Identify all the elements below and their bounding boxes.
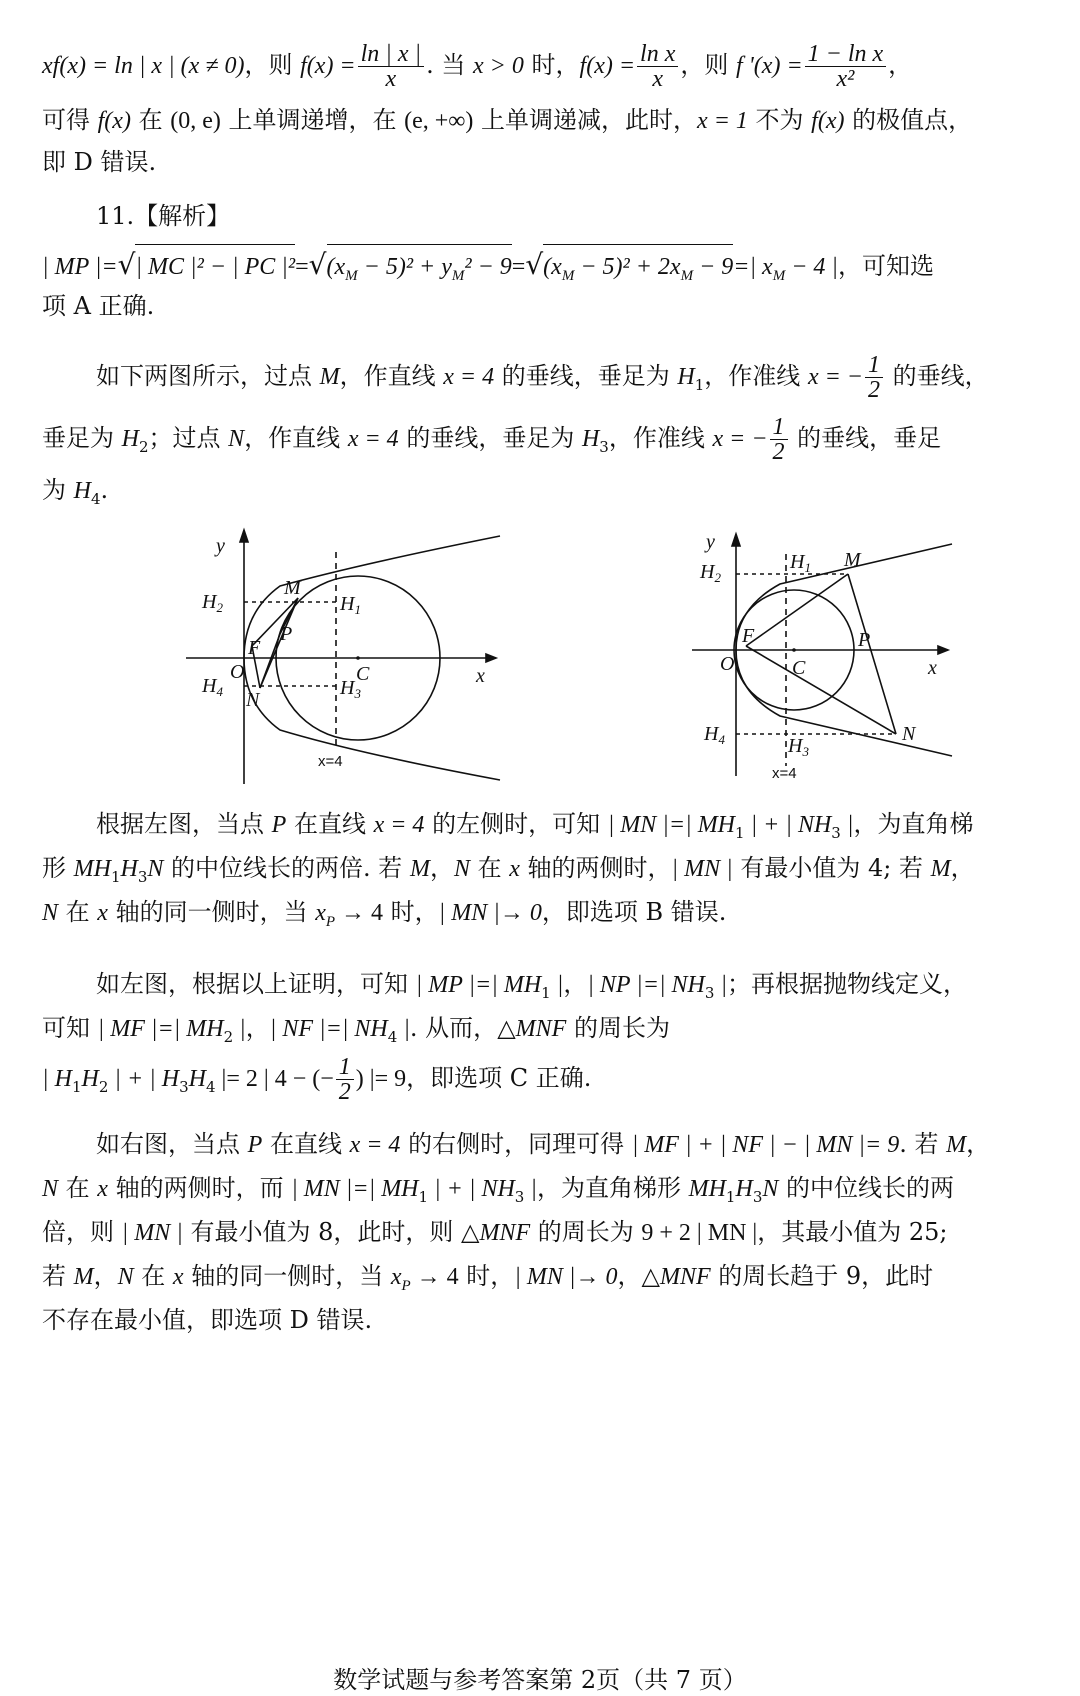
h-letter: H [700,561,715,583]
math: 9 + 2 | MN | [641,1220,758,1246]
text: ， [617,1262,642,1290]
math: x = 4 [443,364,495,390]
text: 倍，则 [42,1218,122,1246]
subscript: M [680,267,694,284]
math: | [840,812,854,838]
numerator: 1 − ln x [805,42,887,67]
math: P [271,812,287,838]
subscript: 2 [98,1077,109,1096]
math: | MF |=| MH [97,1016,224,1042]
math: x > 0 [473,53,524,79]
denominator: x² [836,66,855,92]
text: 时， [383,898,439,926]
x-axis-arrow [938,646,948,654]
text-line-6: 项 A 正确. [42,292,155,320]
text: ，作准线 [704,362,808,390]
subscript: 3 [704,983,715,1002]
label-n: N [246,689,260,711]
h-sub: 3 [802,744,809,759]
subscript: M [345,267,358,284]
para2-line2 [42,1012,1050,1053]
para2-line1 [96,968,1050,1009]
math: x [390,1264,402,1290]
math: x = − [712,426,768,452]
para3-line2 [42,1172,1050,1213]
point-c [356,656,360,660]
math: | [397,1016,410,1042]
subscript: 1 [541,983,551,1002]
h-sub: 1 [354,602,361,617]
math: H [81,1066,99,1092]
x-axis-arrow [486,654,496,662]
math: | MN |=| MH [291,1176,419,1202]
text: 的垂线，垂足 [789,424,942,452]
text: 如下两图所示，过点 [96,362,320,390]
math: | MN |→ 0 [438,900,542,926]
para1-line2 [42,852,1050,893]
math: f(x) = [300,53,356,79]
sqrt-sign: √ [525,248,544,281]
math: N [762,1176,779,1202]
subscript: M [451,267,465,284]
math: P [247,1132,263,1158]
para2-line3 [42,1054,1050,1111]
text: 形 [42,854,74,882]
para3-line4 [42,1260,1050,1302]
math: → 4 [410,1264,459,1290]
label-o: O [720,653,735,675]
figure-right [690,530,960,784]
text: 在直线 [286,810,374,838]
question-heading: 11.【解析】 [96,202,231,230]
math: | NF |=| NH [269,1016,388,1042]
label-h1 [789,551,811,575]
text: 为 [42,476,74,504]
math: N [42,1176,59,1202]
radicand [543,244,733,296]
math: N [42,900,59,926]
text-line-mp [42,244,1050,296]
text: ；过点 [148,424,229,452]
math: M [930,856,951,882]
math: H [677,364,695,390]
label-y: y [216,535,225,557]
math: H [73,478,91,504]
text: ，则 [244,51,301,79]
text: 在 [130,106,171,134]
text: 时， [523,51,580,79]
math: H [188,1066,206,1092]
subscript: 1 [725,1187,736,1206]
label-h4 [703,723,725,747]
math: | MN |=| MH [607,812,736,838]
denominator: 2 [338,1079,351,1105]
math: | [714,972,728,998]
label-x: x [476,665,485,687]
h-letter: H [340,677,355,699]
text-line-9 [42,474,1050,515]
para1-line1 [96,808,1050,849]
fraction [336,1055,354,1104]
text: 垂足为 [42,424,122,452]
fraction [865,353,883,402]
h-sub: 1 [804,560,811,575]
math: | MN |→ 0 [514,1264,618,1290]
label-h3 [787,735,809,759]
text: . 从而， [409,1014,498,1042]
para3-line1 [96,1128,1050,1161]
math: N [117,1264,134,1290]
math: ) |= 9 [355,1066,407,1092]
math: MH [73,856,111,882]
math: △MNF [461,1220,531,1246]
subscript: 4 [387,1027,398,1046]
math: M [946,1132,967,1158]
text: ；再根据抛物线定义， [727,970,968,998]
fraction [770,415,788,464]
math: | MN | [671,856,733,882]
math: | NP |=| NH [587,972,705,998]
y-axis-arrow [240,530,248,542]
label-h1 [339,593,361,617]
text-line-2 [42,104,1050,137]
text: ，作直线 [339,362,444,390]
math: | + | NH [744,812,832,838]
text: ， [966,1130,991,1158]
text: ，为直角梯 [853,810,974,838]
math: | [233,1016,246,1042]
text: ，为直角梯形 [536,1174,689,1202]
label-h4 [201,675,223,699]
math: x [509,856,520,882]
subscript: 1 [71,1077,82,1096]
text: 的周长趋于 9，此时 [710,1262,934,1290]
math: → 4 [335,900,384,926]
text: ， [563,970,588,998]
math: N [453,856,470,882]
text: 的左侧时，可知 [424,810,608,838]
math: (x [543,254,562,280]
h-letter: H [202,675,217,697]
subscript: 4 [90,489,101,508]
text: 的极值点， [844,106,973,134]
seg-fm [746,574,848,646]
text: 可得 [42,106,98,134]
label-m: M [844,549,861,571]
subscript: 3 [752,1187,763,1206]
math: N [228,426,245,452]
subscript: 4 [206,1077,216,1096]
text: ， [950,854,975,882]
math: M [73,1264,94,1290]
math: f(x) [97,108,131,134]
text: ，则 [680,51,736,79]
label-f: F [742,625,755,647]
h-sub: 4 [216,684,223,699]
numerator: ln | x | [358,42,425,67]
h-letter: H [704,723,719,745]
text: 如左图，根据以上证明，可知 [96,970,416,998]
text: ，即选项 B 错误. [541,898,727,926]
text: 在 [58,1174,98,1202]
label-x4: x=4 [318,753,343,770]
radicand: | MC |² − | PC |² [135,244,295,287]
math: (e, +∞) [404,108,474,134]
label-c: C [356,663,370,685]
text: 时， [458,1262,515,1290]
text: 如右图，当点 [96,1130,248,1158]
label-f: F [248,637,261,659]
math: ² − 9 [464,254,512,280]
label-n: N [902,723,916,745]
text: . [100,476,109,504]
math: = [511,254,526,280]
math: | [524,1176,537,1202]
text: 有最小值为 8，此时，则 [182,1218,461,1246]
h-letter: H [788,735,803,757]
label-o: O [230,661,245,683]
subscript: 3 [179,1077,189,1096]
denominator: 2 [867,377,880,403]
subscript: P [401,1277,411,1294]
sqrt-sign: √ [117,248,136,281]
text: 在 [133,1262,173,1290]
label-p: P [858,629,871,651]
label-h2 [699,561,721,585]
subscript: M [772,267,786,284]
text: 轴的同一侧时，当 [107,898,316,926]
text-line-8 [42,414,1050,471]
text: 不存在最小值，即选项 D 错误. [42,1306,373,1334]
text: ，可知选 [838,252,935,280]
text: . 若 [899,1130,947,1158]
math: | MP |=| MH [415,972,542,998]
math: x = − [807,364,863,390]
math: M [409,856,430,882]
label-p: P [280,623,293,645]
math: f(x) [811,108,845,134]
text: 可知 [42,1014,98,1042]
math: H [735,1176,753,1202]
denominator: x [385,66,397,92]
math: − 5)² + y [357,254,452,280]
math: = [295,254,309,280]
label-c: C [792,657,806,679]
text: ， [429,854,454,882]
h-letter: H [202,591,217,613]
text: ，即选项 C 正确. [406,1064,592,1092]
math: =| x [733,254,773,280]
text: 根据左图，当点 [96,810,272,838]
text: 的中位线长的两倍. 若 [163,854,410,882]
denominator: 2 [772,439,785,465]
text-line-3: 即 D 错误. [42,148,157,176]
label-m: M [284,577,301,599]
text: ， [93,1262,118,1290]
subscript: 1 [418,1187,429,1206]
text: 轴的同一侧时，当 [183,1262,391,1290]
text: 有最小值为 4; 若 [732,854,931,882]
math: △MNF [641,1264,711,1290]
math: MH [688,1176,726,1202]
text: 若 [42,1262,74,1290]
point-c [792,648,796,652]
subscript: 3 [831,823,841,842]
label-h2 [201,591,223,615]
text-line-7 [96,352,1050,409]
subscript: 1 [110,867,121,886]
text: 轴的两侧时，而 [107,1174,292,1202]
subscript: 3 [137,867,148,886]
math: f '(x) = [736,53,803,79]
text: ，其最小值为 25; [757,1218,948,1246]
math: x = 4 [347,426,399,452]
numerator: 1 [770,415,788,440]
math: − 5)² + 2x [574,254,681,280]
math: N [147,856,164,882]
math: H [120,856,138,882]
math: △MNF [497,1016,567,1042]
math: x = 4 [373,812,425,838]
text: . 当 [426,51,474,79]
math: x [97,1176,108,1202]
text: 的垂线，垂足为 [494,362,678,390]
text: 轴的两侧时， [519,854,672,882]
h-letter: H [340,593,355,615]
para3-line5 [42,1304,1050,1336]
sqrt-sign: √ [308,248,327,281]
math: H [121,426,139,452]
math: | + | NH [428,1176,515,1202]
para1-line3 [42,896,1050,938]
math: x = 1 [697,108,748,134]
subscript: 3 [599,437,609,456]
math: (x [326,254,346,280]
text: 上单调递减，此时， [473,106,698,134]
subscript: 2 [138,437,149,456]
denominator: x [652,66,664,92]
h-letter: H [790,551,805,573]
subscript: 1 [694,375,705,394]
subscript: P [325,913,336,930]
text: 不为 [747,106,812,134]
seg-pn [260,634,280,688]
math: x = 4 [349,1132,401,1158]
subscript: 2 [223,1027,234,1046]
text: 在 [469,854,510,882]
text: ，作直线 [244,424,348,452]
math: x [315,900,326,926]
text: 的中位线长的两 [778,1174,955,1202]
math: |= 2 | 4 − (− [215,1066,334,1092]
label-y: y [706,531,715,553]
h-sub: 3 [354,686,361,701]
math: M [319,364,340,390]
math: | MN | [121,1220,183,1246]
math: − 9 [693,254,734,280]
y-axis-arrow [732,534,740,546]
label-x: x [928,657,937,679]
text-line-1 [42,40,1050,91]
h-sub: 2 [714,570,721,585]
math: x [97,900,108,926]
fraction [637,42,678,91]
figure-left [180,522,510,792]
subscript: 1 [735,823,745,842]
math: H [581,426,600,452]
math: | MP |= [42,254,118,280]
fraction [358,42,425,91]
math: f(x) = [579,53,636,79]
radicand [327,244,512,296]
text: ，作准线 [608,424,713,452]
math: | MF | + | NF | − | MN |= 9 [631,1132,900,1158]
h-sub: 4 [718,732,725,747]
text: 的垂线， [884,362,989,390]
text: 的周长为 [566,1014,670,1042]
text: ， [888,51,913,79]
page-footer: 数学试题与参考答案第 2页（共 7 页） [333,1666,747,1694]
numerator: 1 [336,1055,354,1080]
math: | [550,972,564,998]
text: 在 [58,898,98,926]
math: | + | H [108,1066,180,1092]
text: 的周长为 [530,1218,642,1246]
text: 上单调递增，在 [220,106,405,134]
subscript: M [561,267,575,284]
subscript: 3 [514,1187,525,1206]
fraction [805,42,887,91]
numerator: 1 [865,353,883,378]
text: 在直线 [262,1130,350,1158]
para3-line3 [42,1216,1050,1249]
h-sub: 2 [216,600,223,615]
numerator: ln x [637,42,678,67]
text: ， [245,1014,270,1042]
label-x4: x=4 [772,765,797,782]
math: (0, e) [170,108,221,134]
math: | H [42,1066,72,1092]
math: − 4 | [785,254,839,280]
math: xf(x) = ln | x | (x ≠ 0) [42,53,245,79]
text: 的右侧时，同理可得 [400,1130,632,1158]
math: x [172,1264,184,1290]
text: 的垂线，垂足为 [398,424,582,452]
